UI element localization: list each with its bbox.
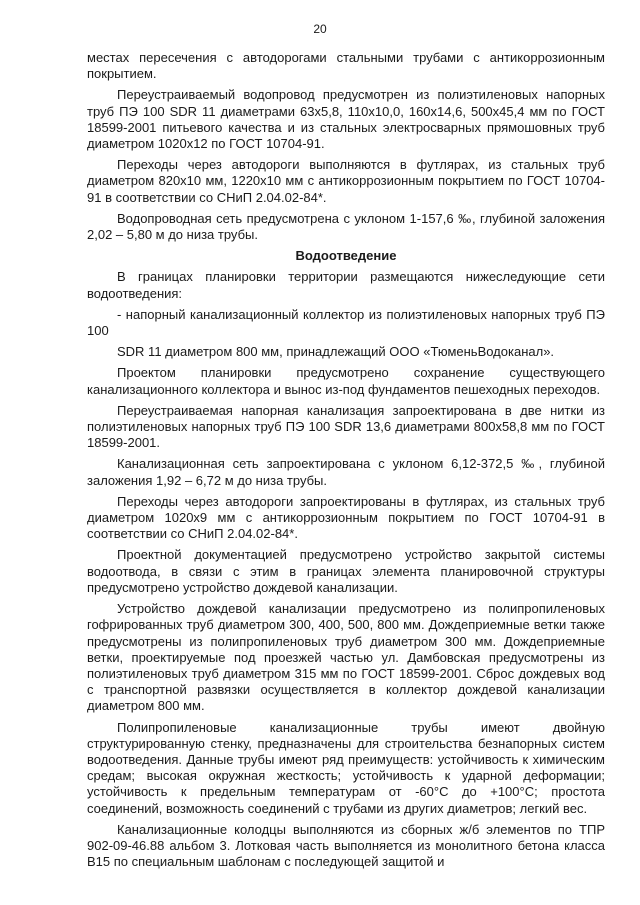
paragraph-water-slope: Водопроводная сеть предусмотрена с уклоном 1-157,6 ‰, глубиной заложения 2,02 – 5,80 м до низа трубы.: [87, 210, 605, 243]
paragraph-water-pipeline-materials: Переустраиваемый водопровод предусмотрен из полиэтиленовых напорных труб ПЭ 100 SDR 11 диаметрами 63х5,8, 110х10,0, 160х14,6, 500х45,4 мм по ГОСТ 18599-2001 питьевого качества и из стальных электросварных прямошовных труб диаметром 1020х12 по ГОСТ 10704-91.: [87, 87, 605, 152]
paragraph-road-crossings-sewer: Переходы через автодороги запроектированы в футлярах, из стальных труб диаметром 1020х9 мм с антикоррозионным покрытием по ГОСТ 10704-91 в соответствии со СНиП 2.04.02-84*.: [87, 493, 605, 542]
section-heading-drainage: Водоотведение: [295, 248, 397, 264]
paragraph-storm-sewer: Устройство дождевой канализации предусмотрено из полипропиленовых гофрированных труб диаметром 300, 400, 500, 800 мм. Дождеприемные ветки также предусмотрены из полипропиленовых труб диаметром 300 мм. Дождеприемные ветки, проектируемые под проезжей частью ул. Дамбовская предусмотрены из полиэтиленовых труб диаметром 315 мм по ГОСТ 18599-2001. Сброс дождевых вод с транспортной развязки осуществляется в коллектор дождевой канализации диаметром 800 мм.: [87, 601, 605, 714]
paragraph-sdr-owner: SDR 11 диаметром 800 мм, принадлежащий ООО «ТюменьВодоканал».: [117, 344, 555, 360]
paragraph-sewer-slope: Канализационная сеть запроектирована с уклоном 6,12-372,5 ‰, глубиной заложения 1,92 – 6,72 м до низа трубы.: [87, 456, 605, 488]
paragraph-pipe-crossing-cont: местах пересечения с автодорогами стальными трубами с антикоррозионным покрытием.: [87, 50, 605, 82]
paragraph-drainage-intro: В границах планировки территории размещаются нижеследующие сети водоотведения:: [87, 269, 605, 301]
paragraph-pressure-collector: - напорный канализационный коллектор из полиэтиленовых напорных труб ПЭ 100: [87, 306, 605, 339]
paragraph-road-crossings-water: Переходы через автодороги выполняются в футлярах, из стальных труб диаметром 820х10 мм, 1220х10 мм с антикоррозионным покрытием по ГОСТ 10704-91 в соответствии со СНиП 2.04.02-84*.: [87, 157, 605, 205]
paragraph-two-lines: Переустраиваемая напорная канализация запроектирована в две нитки из полиэтиленовых напорных труб ПЭ 100 SDR 13,6 диаметрами 800х58,8 мм по ГОСТ 18599-2001.: [87, 402, 605, 451]
paragraph-closed-drainage: Проектной документацией предусмотрено устройство закрытой системы водоотвода, в связи с этим в границах элемента планировочной структуры предусмотрено устройство дождевой канализации.: [87, 547, 605, 595]
page-number: 20: [313, 22, 327, 36]
paragraph-collector-preservation: Проектом планировки предусмотрено сохранение существующего канализационного коллектора и вынос из-под фундаментов пешеходных переходов.: [87, 365, 605, 397]
paragraph-polypropylene-pipes: Полипропиленовые канализационные трубы имеют двойную структурированную стенку, предназначены для строительства безнапорных систем водоотведения. Данные трубы имеют ряд преимуществ: устойчивость к химическим средам; высокая окружная жесткость; устойчивость к ударной деформации; устойчивость к предельным температурам от -60°С до +100°С; простота соединений, возможность соединений с трубами из других диаметров; легкий вес.: [87, 719, 605, 816]
page-content: [87, 50, 605, 875]
paragraph-sewer-wells: Канализационные колодцы выполняются из сборных ж/б элементов по ТПР 902-09-46.88 альбом 3. Лотковая часть выполняется из монолитного бетона класса В15 по специальным шаблонам с последующей защитой и: [87, 821, 605, 870]
